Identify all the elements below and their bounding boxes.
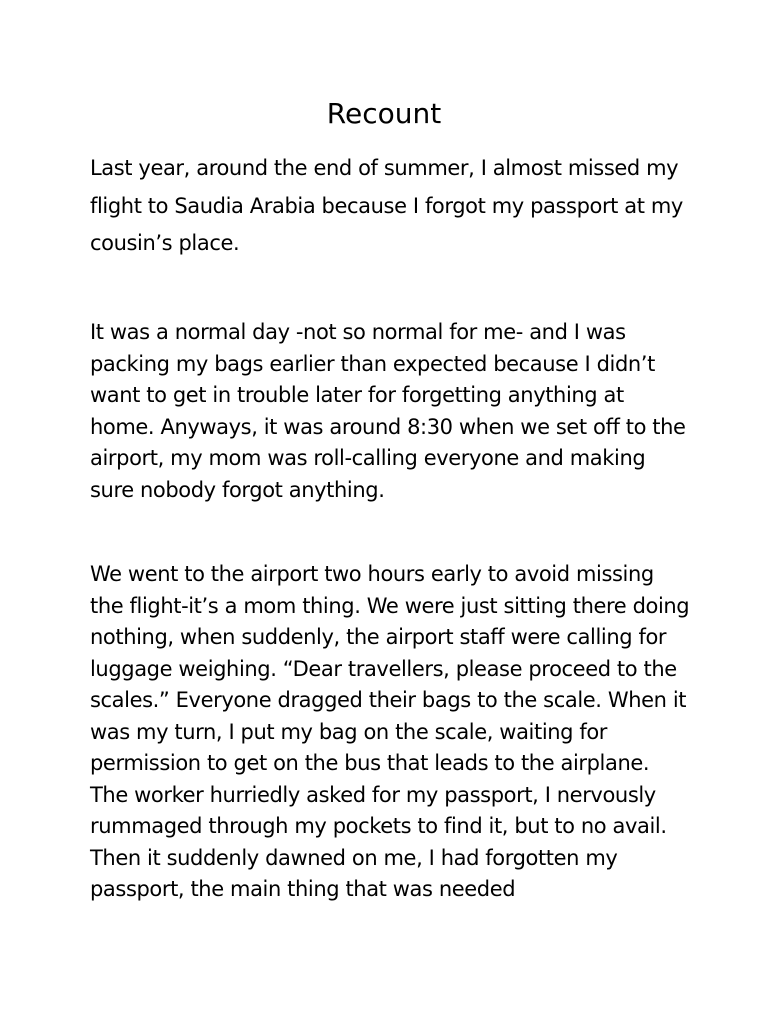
paragraph-airport: We went to the airport two hours early to avoid missing the flight-it’s a mom thing. We were just sitting there doing nothing, when suddenly, the airport staff were calling for luggage weighing. “Dear travellers, please proceed to the scales.” Everyone dragged their bags to the scale. When it was my turn, I put my bag on the scale, waiting for permission to get on the bus that leads to the airplane. The worker hurriedly asked for my passport, I nervously rummaged through my pockets to find it, but to no avail. Then it suddenly dawned on me, I had forgotten my passport, the main thing that was needed: [90, 562, 690, 901]
paragraph-departure: It was a normal day -not so normal for me- and I was packing my bags earlier than expected because I didn’t want to get in trouble later for forgetting anything at home. Anyways, it was around 8:30 when we set off to the airport, my mom was roll-calling everyone and making sure nobody forgot anything.: [90, 320, 686, 502]
document-title: Recount: [326, 97, 442, 130]
paragraph-intro: Last year, around the end of summer, I almost missed my flight to Saudia Arabia because I forgot my passport at my cousin’s place.: [90, 156, 683, 255]
